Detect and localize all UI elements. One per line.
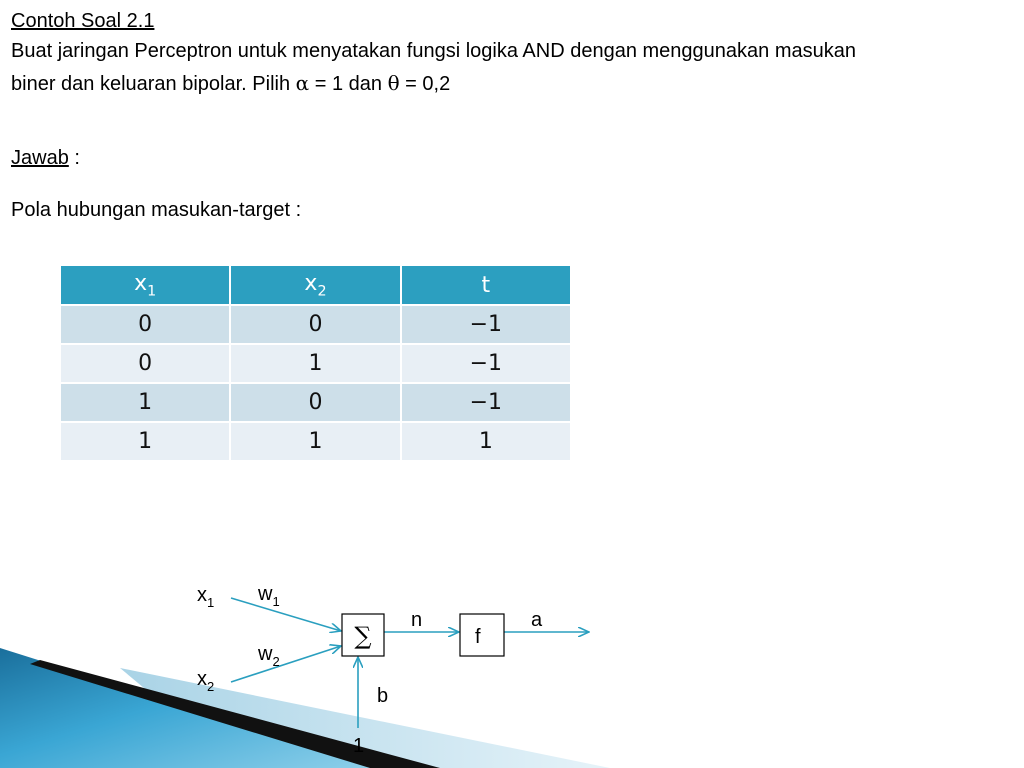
table-cell: 1 <box>60 422 230 461</box>
problem-statement-line-1: Buat jaringan Perceptron untuk menyatakan fungsi logika AND dengan menggunakan masukan <box>11 40 856 62</box>
problem-text-part-1: biner dan keluaran bipolar. Pilih <box>11 73 296 95</box>
sum-symbol: ∑ <box>354 622 372 650</box>
net-label: n <box>411 609 423 631</box>
table-cell: 1 <box>230 344 400 383</box>
table-cell: 1 <box>230 422 400 461</box>
table-cell: −1 <box>401 305 571 344</box>
theta-symbol: θ <box>387 71 400 95</box>
slide-title: Contoh Soal 2.1 <box>11 10 155 32</box>
header-x2: $x_2$ <box>230 265 400 305</box>
answer-colon: : <box>68 147 80 169</box>
table-cell: −1 <box>401 383 571 422</box>
table-cell: 0 <box>230 383 400 422</box>
table-cell: 0 <box>60 305 230 344</box>
activation-label: f <box>475 626 481 648</box>
table-cell: 1 <box>401 422 571 461</box>
output-label: a <box>531 609 543 631</box>
answer-label: Jawab <box>11 147 69 169</box>
input-2-arrow <box>231 646 341 682</box>
weight-2-label: $w_2$ <box>258 643 280 669</box>
problem-text-part-2: = 1 dan <box>309 73 388 95</box>
pattern-label: Pola hubungan masukan-target : <box>11 199 302 221</box>
bias-label: b <box>377 685 389 707</box>
activation-box <box>460 614 504 656</box>
table-cell: 0 <box>60 344 230 383</box>
bias-input-label: 1 <box>353 735 365 757</box>
input-2-label: $x_2$ <box>197 668 215 694</box>
header-x1: $x_1$ <box>60 265 230 305</box>
weight-1-label: $w_1$ <box>258 583 280 609</box>
input-1-arrow <box>231 598 341 631</box>
alpha-symbol: α <box>295 71 310 95</box>
problem-text-part-3: = 0,2 <box>399 73 451 95</box>
table-cell: 1 <box>60 383 230 422</box>
table-cell: 0 <box>230 305 400 344</box>
table-cell: −1 <box>401 344 571 383</box>
header-t: t <box>401 265 571 305</box>
input-1-label: $x_1$ <box>197 584 215 610</box>
